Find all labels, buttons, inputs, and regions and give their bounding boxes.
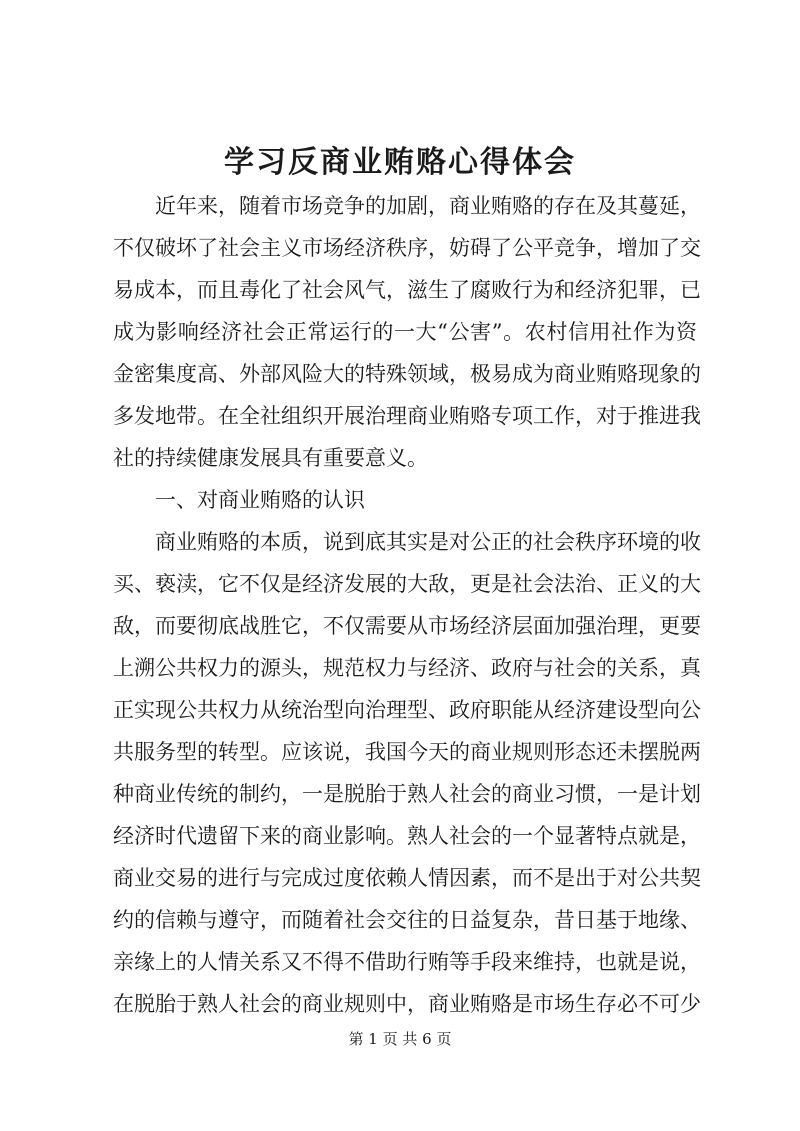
paragraph-2-line-8: 经济时代遗留下来的商业影响。熟人社会的一个显著特点就是，	[113, 824, 701, 848]
paragraph-1-line-6: 多发地带。在全社组织开展治理商业贿赂专项工作，对于推进我	[113, 404, 701, 428]
paragraph-2-line-7: 种商业传统的制约，一是脱胎于熟人社会的商业习惯，一是计划	[113, 782, 701, 806]
paragraph-2-line-11: 亲缘上的人情关系又不得不借助行贿等手段来维持，也就是说，	[113, 950, 701, 974]
paragraph-1-line-7: 社的持续健康发展具有重要意义。	[113, 446, 428, 470]
paragraph-2-line-1: 商业贿赂的本质，说到底其实是对公正的社会秩序环境的收	[155, 530, 701, 554]
document-title: 学习反商业贿赂心得体会	[224, 145, 576, 180]
page-number: 第 1 页 共 6 页	[348, 1030, 452, 1048]
section-heading: 一、对商业贿赂的认识	[155, 488, 365, 512]
paragraph-2-line-5: 正实现公共权力从统治型向治理型、政府职能从经济建设型向公	[113, 698, 701, 722]
paragraph-2-line-9: 商业交易的进行与完成过度依赖人情因素，而不是出于对公共契	[113, 866, 701, 890]
paragraph-2-line-10: 约的信赖与遵守，而随着社会交往的日益复杂，昔日基于地缘、	[113, 908, 701, 932]
paragraph-2-line-2: 买、亵渎，它不仅是经济发展的大敌，更是社会法治、正义的大	[113, 572, 701, 596]
paragraph-2-line-3: 敌，而要彻底战胜它，不仅需要从市场经济层面加强治理，更要	[113, 614, 701, 638]
paragraph-1-line-4: 成为影响经济社会正常运行的一大“公害”。农村信用社作为资	[113, 320, 697, 344]
paragraph-2-line-4: 上溯公共权力的源头，规范权力与经济、政府与社会的关系，真	[113, 656, 701, 680]
paragraph-1-line-5: 金密集度高、外部风险大的特殊领域，极易成为商业贿赂现象的	[113, 362, 701, 386]
paragraph-1-line-3: 易成本，而且毒化了社会风气，滋生了腐败行为和经济犯罪，已	[113, 278, 701, 302]
paragraph-2-line-6: 共服务型的转型。应该说，我国今天的商业规则形态还未摆脱两	[113, 740, 701, 764]
paragraph-1-line-2: 不仅破坏了社会主义市场经济秩序，妨碍了公平竞争，增加了交	[113, 236, 701, 260]
paragraph-1-line-1: 近年来，随着市场竞争的加剧，商业贿赂的存在及其蔓延，	[155, 194, 701, 218]
paragraph-2-line-12: 在脱胎于熟人社会的商业规则中，商业贿赂是市场生存必不可少	[113, 992, 701, 1016]
